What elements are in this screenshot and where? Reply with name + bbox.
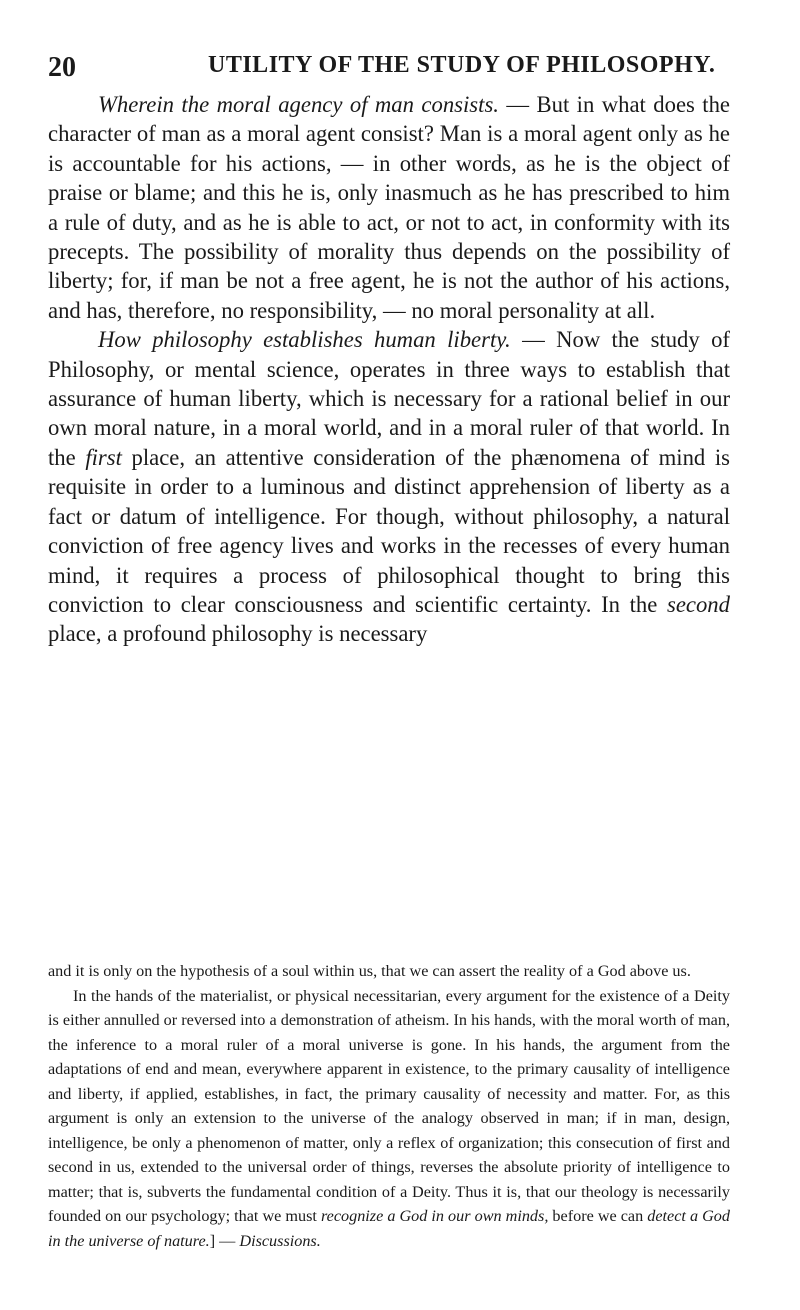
emphasis-first: first [85,444,122,470]
page-number: 20 [48,52,76,83]
note-text: ] — [209,1231,240,1250]
paragraph-text: place, a profound philosophy is necessary [48,621,428,647]
paragraph-philosophy-liberty [48,325,730,648]
quoted-note [48,959,730,1253]
running-title: UTILITY OF THE STUDY OF PHILOSOPHY. [208,52,716,78]
note-paragraph [48,984,730,1254]
note-paragraph: and it is only on the hypothesis of a soul within us, that we can assert the reality of a God above us. [48,962,691,980]
paragraph-text: place, an attentive consideration of the phænomena of mind is requisite in order to a luminous and distinct apprehension of liberty as a fact or datum of intelligence. For though, without philosophy, a natural conviction of free agency lives and works in the recesses of every human mind, it requires a process of philosophical thought to bring this conviction to clear consciousness and scientific certainty. In the [48,444,730,617]
section-heading-philosophy-liberty: How philosophy establishes human liberty. [98,327,511,353]
note-text: In the hands of the materialist, or physical necessitarian, every argument for the existence of a Deity is either annulled or reversed into a demonstration of atheism. In his hands, with the moral worth of man, the inference to a moral ruler of a moral universe is gone. In his hands, the argument from the adaptations of end and mean, everywhere apparent in existence, to the primary causality of intelligence and liberty, if applied, establishes, in fact, the primary causality of necessity and matter. For, as this argument is only an extension to the universe of the analogy observed in man; if in man, design, intelligence, be only a phenomenon of matter, only a reflex of organization; this consecution of first and second in us, extended to the universal order of things, reverses the absolute priority of intelligence to matter; that is, subverts the fundamental condition of a Deity. Thus it is, that our theology is necessarily founded on our psychology; that we must [48,986,730,1225]
note-source: Discussions. [239,1231,321,1250]
main-text [48,90,730,649]
emphasis-second: second [667,591,730,617]
section-heading-moral-agency: Wherein the moral agency of man consists. [98,92,499,117]
page-header [48,52,720,86]
note-emphasis: detect a God in the universe of nature. [48,1207,730,1250]
paragraph-moral-agency [48,90,730,325]
paragraph-text: — Now the study of Philosophy, or mental science, operates in three ways to establish that assurance of human liberty, which is necessary for a rational belief in our own moral nature, in a moral world, and in a moral ruler of that world. In the [48,327,730,470]
paragraph-text: — But in what does the character of man as a moral agent consist? Man is a moral agent only as he is accountable for his actions, — in other words, as he is the object of praise or blame; and this he is, only inasmuch as he has prescribed to him a rule of duty, and as he is able to act, or not to act, in conformity with its precepts. The possibility of morality thus depends on the possibility of liberty; for, if man be not a free agent, he is not the author of his actions, and has, therefore, no responsibility, — no moral personality at all. [48,92,730,323]
note-text: before we can [548,1207,648,1225]
note-emphasis: recognize a God in our own minds, [320,1207,549,1225]
